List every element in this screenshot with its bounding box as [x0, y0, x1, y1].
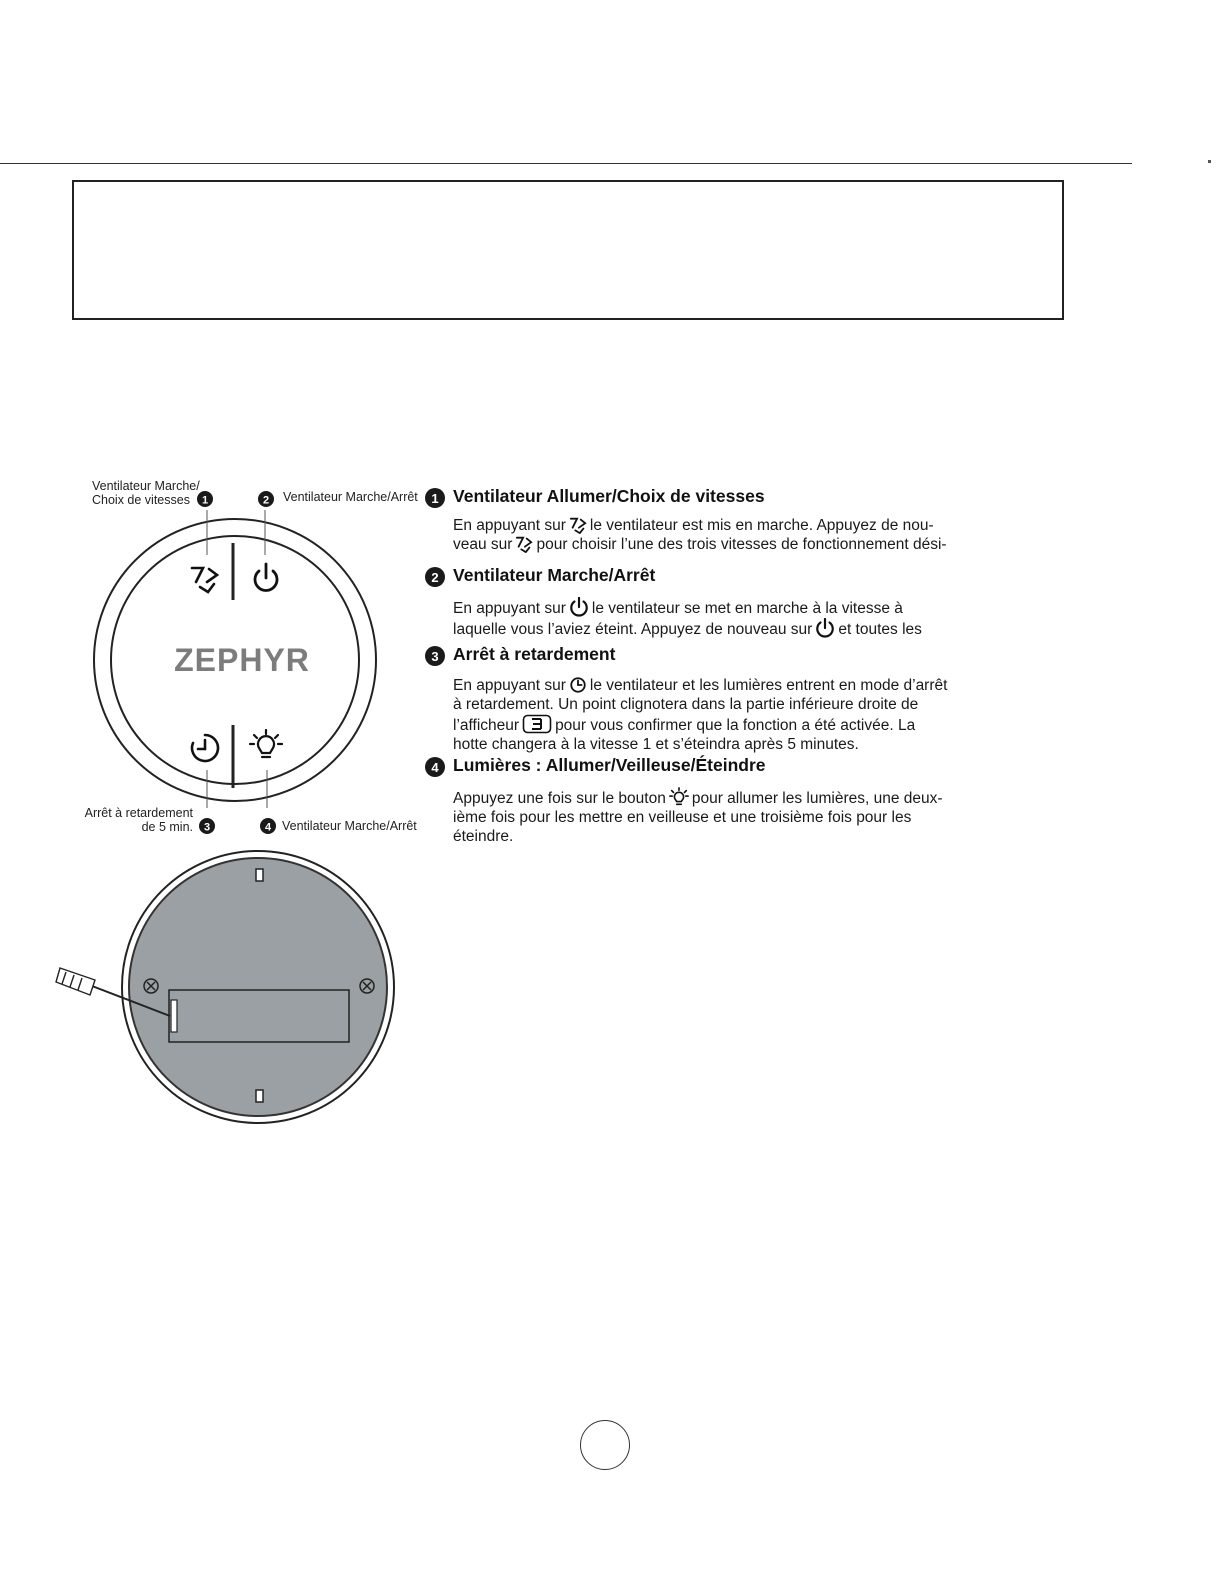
body-line: Appuyez une fois sur le bouton pour allumer les lumières, une deux- [453, 787, 1025, 808]
power-icon [569, 597, 589, 617]
body-line: éteindre. [453, 828, 514, 845]
power-icon [815, 618, 835, 638]
back-plate [129, 858, 387, 1116]
clip-top [256, 869, 263, 881]
fan-icon [569, 516, 587, 534]
panel-back-view [56, 851, 394, 1123]
section-number: 3 [425, 646, 445, 666]
page-number-circle [580, 1420, 630, 1470]
section-number: 2 [425, 567, 445, 587]
body-line: En appuyant sur le ventilateur se met en marche à la vitesse à [453, 597, 1025, 618]
section-number: 4 [425, 757, 445, 777]
section-4 [425, 755, 1025, 846]
section-1 [425, 486, 1025, 554]
edge-mark [1208, 160, 1211, 163]
body-line: veau sur pour choisir l’une des trois vitesses de fonctionnement dési- [453, 536, 947, 553]
cover-slot [171, 1000, 177, 1032]
control-panel [94, 491, 376, 834]
badge-1-text: 1 [201, 494, 209, 507]
display-icon [522, 714, 552, 734]
body-line: l’afficheur pour vous confirmer que la fonction a été activée. La [453, 714, 1025, 735]
fan-icon [515, 535, 533, 553]
body-line: En appuyant sur le ventilateur et les lumières entrent en mode d’arrêt [453, 677, 948, 694]
caption-2: Ventilateur Marche/Arrêt [283, 490, 418, 504]
clip-bottom [256, 1090, 263, 1102]
badge-4-text: 4 [264, 821, 272, 834]
section-3 [425, 644, 1025, 754]
section-title: Ventilateur Marche/Arrêt [453, 565, 656, 585]
section-title: Lumières : Allumer/Veilleuse/Éteindre [453, 755, 766, 775]
body-line: ième fois pour les mettre en veilleuse et une troisième fois pour les [453, 809, 912, 826]
caption-3: Arrêt à retardement de 5 min. [84, 806, 193, 834]
timer-icon [569, 676, 587, 694]
light-icon [669, 787, 689, 807]
caption-4: Ventilateur Marche/Arrêt [282, 819, 417, 833]
badge-3-text: 3 [203, 821, 211, 834]
section-title: Arrêt à retardement [453, 644, 616, 664]
body-line: à retardement. Un point clignotera dans la partie inférieure droite de [453, 696, 919, 713]
badge-2-text: 2 [262, 494, 270, 507]
body-line: hotte changera à la vitesse 1 et s’éteindra après 5 minutes. [453, 736, 859, 753]
brand-logo: ZEPHYR [174, 642, 310, 678]
section-title: Ventilateur Allumer/Choix de vitesses [453, 486, 765, 506]
caption-1: Ventilateur Marche/ Choix de vitesses [92, 479, 200, 507]
section-2 [425, 565, 1025, 639]
section-number: 1 [425, 488, 445, 508]
control-panel-diagram [0, 0, 430, 1140]
body-line: En appuyant sur le ventilateur est mis en marche. Appuyez de nou- [453, 517, 934, 534]
body-line: laquelle vous l’aviez éteint. Appuyez de nouveau sur et toutes les [453, 618, 1025, 639]
